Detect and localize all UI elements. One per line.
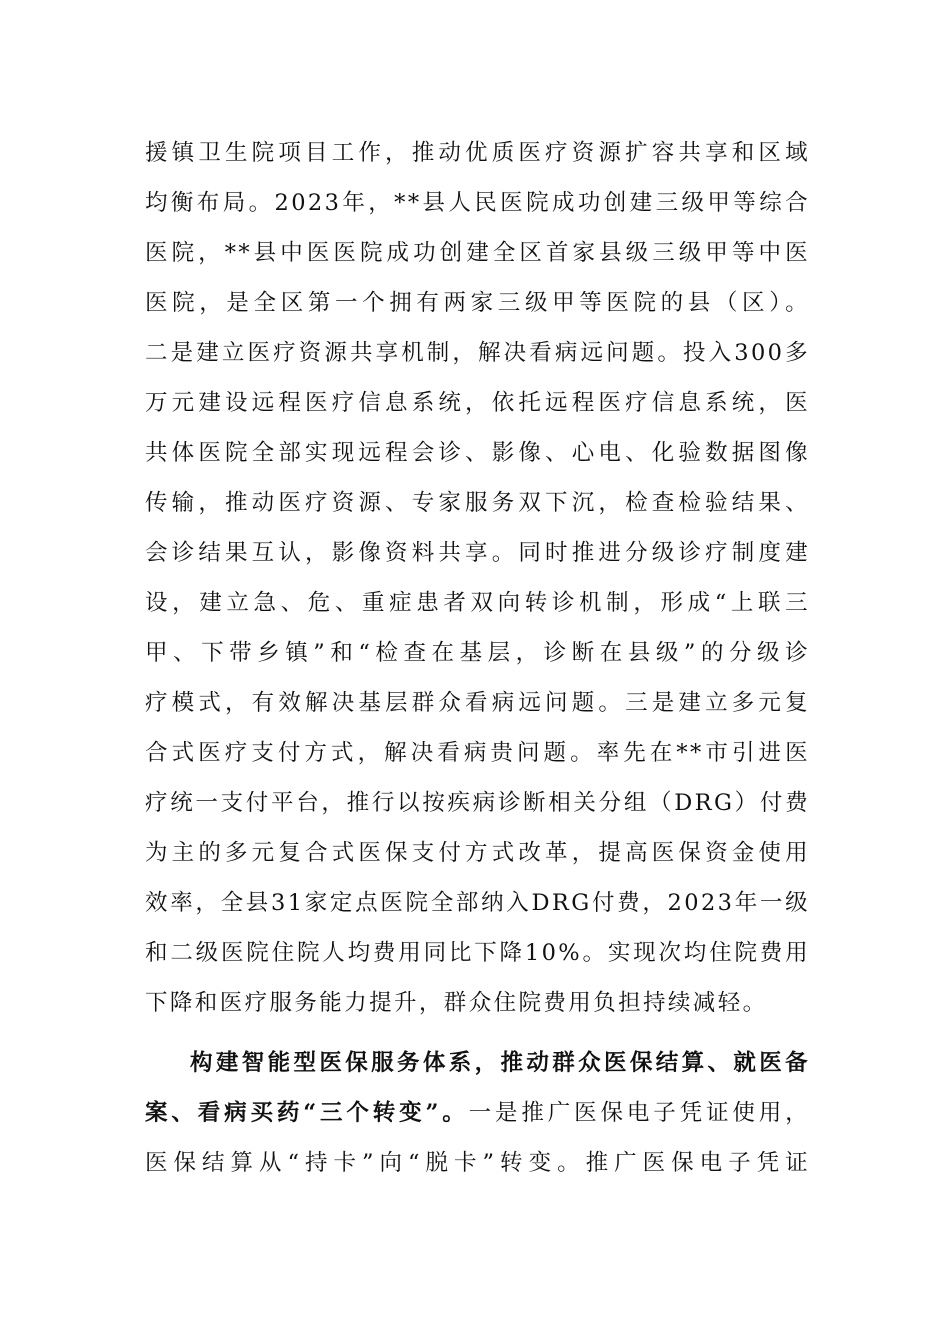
text-line: 和二级医院住院人均费用同比下降10%。实现次均住院费用	[145, 940, 810, 966]
mixed-text-line	[145, 1088, 810, 1138]
text-line: 共体医院全部实现远程会诊、影像、心电、化验数据图像	[145, 440, 810, 466]
text-span: 一是推广医保电子凭证使用，	[468, 1100, 810, 1126]
text-line: 均衡布局。2023年，**县人民医院成功创建三级甲等综合	[145, 190, 810, 216]
text-line: 医院，是全区第一个拥有两家三级甲等医院的县（区）。	[145, 290, 810, 316]
text-line: 效率，全县31家定点医院全部纳入DRG付费，2023年一级	[145, 890, 810, 916]
text-line: 医院，**县中医医院成功创建全区首家县级三级甲等中医	[145, 240, 810, 266]
text-line: 疗统一支付平台，推行以按疾病诊断相关分组（DRG）付费	[145, 790, 810, 816]
text-line: 甲、下带乡镇”和“检查在基层，诊断在县级”的分级诊	[145, 640, 810, 666]
text-line: 医保结算从“持卡”向“脱卡”转变。推广医保电子凭证	[145, 1150, 810, 1176]
text-line: 万元建设远程医疗信息系统，依托远程医疗信息系统，医	[145, 390, 810, 416]
text-line: 援镇卫生院项目工作，推动优质医疗资源扩容共享和区域	[145, 140, 810, 166]
section-heading-line: 构建智能型医保服务体系，推动群众医保结算、就医备	[190, 1050, 810, 1076]
text-line: 为主的多元复合式医保支付方式改革，提高医保资金使用	[145, 840, 810, 866]
text-line: 下降和医疗服务能力提升，群众住院费用负担持续减轻。	[145, 990, 768, 1016]
text-line: 二是建立医疗资源共享机制，解决看病远问题。投入300多	[145, 340, 810, 366]
text-line: 设，建立急、危、重症患者双向转诊机制，形成“上联三	[145, 590, 810, 616]
text-line: 疗模式，有效解决基层群众看病远问题。三是建立多元复	[145, 690, 810, 716]
section-heading-continued: 案、看病买药“三个转变”。	[145, 1100, 469, 1126]
text-line: 会诊结果互认，影像资料共享。同时推进分级诊疗制度建	[145, 540, 810, 566]
text-line: 传输，推动医疗资源、专家服务双下沉，检查检验结果、	[145, 490, 810, 516]
text-line: 合式医疗支付方式，解决看病贵问题。率先在**市引进医	[145, 740, 810, 766]
